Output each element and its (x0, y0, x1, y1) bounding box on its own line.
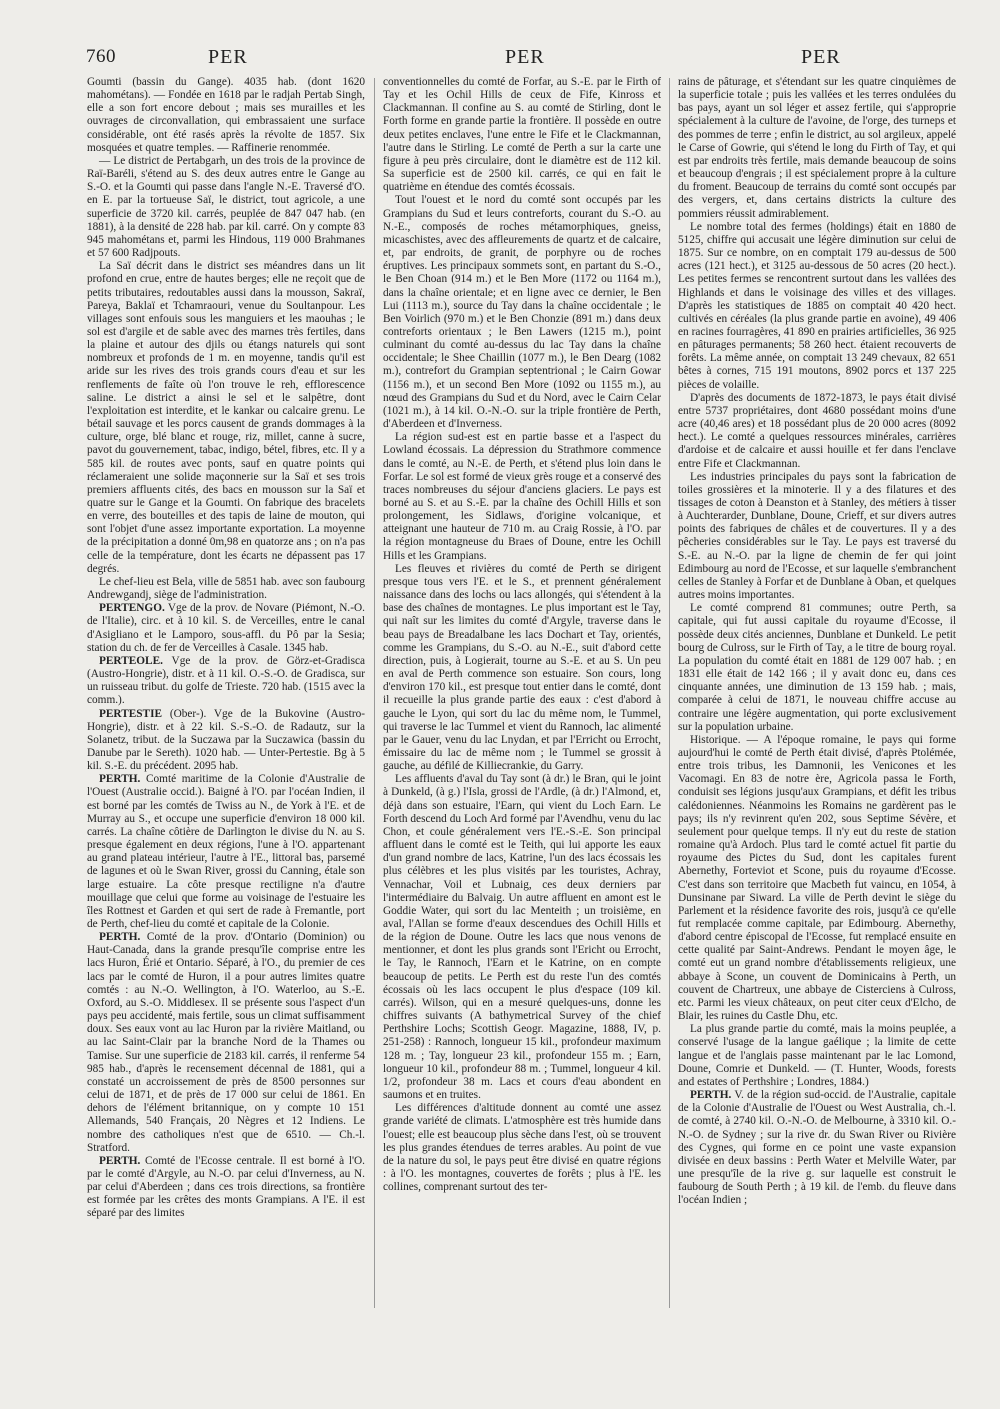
entry-headword: PERTENGO. (99, 602, 165, 615)
running-head-center: PER (505, 46, 545, 68)
paragraph-text: La plus grande partie du comté, mais la moins peuplée, a conservé l'usage de la langue gaélique ; la limite de cette langue et de l'anglais passe maintenant par le lac Lomond, Doune, Comrie et Dunkeld. — (T. Hunter, Woods, forests and estates of Perthshire ; Londres, 1884.) (678, 1023, 956, 1088)
entry-paragraph (87, 602, 365, 655)
entry-headword: PERTH. (99, 773, 141, 786)
entry-headword: PERTEOLE. (99, 654, 163, 667)
body-paragraph (383, 563, 661, 774)
body-paragraph (383, 431, 661, 563)
paragraph-text: Vge de la prov. de Görz-et-Gradisca (Austro-Hongrie), distr. et à 11 kil. O.-S.-O. de Gradisca, sur un ruisseau tribut. du golfe de Trieste. 720 hab. (1515 avec la comm.). (87, 654, 365, 707)
entry-paragraph (87, 931, 365, 1155)
paragraph-text: rains de pâturage, et s'étendant sur les quatre cinquièmes de la superficie totale ; puis les vallées et les terres ondulées du bas pays, ayant un sol léger et assez fertile, qui s'approprie spécialement à la culture de l'avoine, de l'orge, des turneps et des pommes de terre ; enfin le district, au sol argileux, appelé le Carse of Gowrie, qui s'étend le long du Firth of Tay, et qui est par endroits très fertile, mais demande beaucoup de soins et beaucoup d'engrais ; il est spécialement propre à la culture du froment. Beaucoup de terrains du comté sont occupés par des vergers, et, dans certains districts la culture des pommiers réussit admirablement. (678, 76, 956, 220)
running-head-right: PER (801, 46, 841, 68)
entry-paragraph (87, 1155, 365, 1221)
paragraph-text: (Ober-). Vge de la Bukovine (Austro-Hongrie), distr. et à 22 kil. S.-S.-O. de Radautz, sur la Solanetz, tribut. de la Suczawa par la Suczawica (bassin du Danube par le Sereth). 1020 hab. — Unter-Pertestie. Bg à 5 kil. S.-E. du précédent. 2095 hab. (87, 707, 365, 773)
body-paragraph (678, 221, 956, 392)
text-column-left (87, 76, 365, 1221)
text-column-middle (383, 76, 661, 1194)
body-paragraph (87, 155, 365, 260)
paragraph-text: D'après des documents de 1872-1873, le pays était divisé entre 5737 propriétaires, dont 4680 possédant moins d'une acre (40,46 ares) et 18 possédant plus de 20 000 acres (8092 hect.). Le comté a quelques ressources minérales, carrières d'ardoise et de calcaire et aussi houille et fer dans l'enclave entre Fife et Clackmannan. (678, 391, 956, 470)
entry-paragraph (87, 773, 365, 931)
paragraph-text: La région sud-est est en partie basse et a l'aspect du Lowland écossais. La dépression du Strathmore commence dans le comté, au N.-E. de Perth, et s'étend plus loin dans le Forfar. Le sol est formé de vieux grès rouge et a conservé des traces nombreuses du séjour d'anciens glaciers. Le pays est borné au S. et au S.-E. par la chaîne des Ochill Hills et son prolongement, les Sidlaws, d'origine volcanique, et atteignant une hauteur de 710 m. au Craig Rossie, à l'O. par la région montagneuse du Braes of Doune, entre les Ochill Hills et les Grampians. (383, 431, 661, 562)
paragraph-text: Les affluents d'aval du Tay sont (à dr.) le Bran, qui le joint à Dunkeld, (à g.) l'Isla, grossi de l'Ardle, (à dr.) l'Almond, et, déjà dans son estuaire, l'Earn, qui vient du Loch Earn. Le Forth descend du Loch Ard formé par l'Avendhu, venu du lac Chon, et coule généralement vers l'E.-S.-E. Son principal affluent dans le comté est le Teith, qui lui apporte les eaux d'un grand nombre de lacs, Katrine, l'un des lacs écossais les plus célèbres et les plus visités par les touristes, Achray, Vennachar, Voil et Lubnaig, ces deux derniers par l'intermédiaire du Balvaig. Un autre affluent en amont est le Goddie Water, qui sort du lac Menteith ; un troisième, en aval, l'Allan se forme d'eaux descendues des Ochill Hills et de la région de Doune. Outre les lacs que nous venons de mentionner, et dont les plus grands sont l'Ericht ou Errocht, le Tay, le Rannoch, l'Earn et le Katrine, on en compte beaucoup de petits. Le Perth est du reste l'un des comtés écossais où les lacs occupent le plus d'espace (109 kil. carrés). Wilson, qui en a mesuré quelques-uns, donne les chiffres suivants (A bathymetrical Survey of the chief Perthshire Lochs; Scottish Geogr. Magazine, 1888, IV, p. 251-258) : Rannoch, longueur 15 kil., profondeur maximum 128 m. ; Tay, longueur 23 kil., profondeur 155 m. ; Earn, longueur 10 kil., profondeur 88 m. ; Tummel, longueur 4 kil. 1/2, profondeur 38 m. Lacs et cours d'eau abondent en saumons et en truites. (383, 773, 661, 1102)
paragraph-text: Le chef-lieu est Bela, ville de 5851 hab. avec son faubourg Andrewgandj, siège de l'administration. (87, 575, 365, 602)
body-paragraph (87, 260, 365, 576)
paragraph-text: Vge de la prov. de Novare (Piémont, N.-O. de l'Italie), circ. et à 10 kil. S. de Verceilles, entre le canal d'Asigliano et le Lamporo, sous-affl. du Pô par la Sesia; station du ch. de fer de Verceilles à Casale. 1345 hab. (87, 602, 365, 654)
body-paragraph (87, 576, 365, 602)
paragraph-text: Les différences d'altitude donnent au comté une assez grande variété de climats. L'atmosphère est très humide dans l'ouest; elle est beaucoup plus sèche dans l'est, où se trouvent les plus grandes étendues de terres arables. Au point de vue de la nature du sol, le pays peut être divisé en quatre régions : à l'O. les montagnes, couvertes de forêts ; plus à l'E. les collines, comprenant surtout des ter- (383, 1102, 661, 1194)
paragraph-text: Les fleuves et rivières du comté de Perth se dirigent presque tous vers l'E. et le S., et prennent généralement naissance dans des lochs ou lacs allongés, qui s'étendent à la base des chaînes de montagnes. Le plus important est le Tay, qui naît sur les limites du comté d'Argyle, traverse dans le beau pays de Breadalbane les lacs Dochart et Tay, orientés, comme les Grampians, du S.-O. au N.-E., suit d'abord cette direction, puis, à Logierait, tourne au S.-E. et au S. Un peu en aval de Perth commence son estuaire. Son cours, long d'environ 170 kil., est presque tout entier dans le comté, dont il recueille la plus grande partie des eaux : c'est d'abord à gauche le Lyon, qui sort du lac du même nom, le Tummel, qui traverse le lac Tummel et vient du Rannoch, lac alimenté par le Gauer, venu du lac Lnydan, et par l'Erricht ou Errocht, émissaire du lac de même nom ; le Tummel se grossit à gauche, au défilé de Killiecrankie, du Garry. (383, 562, 661, 773)
paragraph-text: Le nombre total des fermes (holdings) était en 1880 de 5125, chiffre qui accusait une légère diminution sur celui de 1875. Sur ce nombre, on en comptait 179 au-dessus de 500 acres (121 hect.), et 3125 au-dessous de 50 acres (20 hect.). Les petites fermes se rencontrent surtout dans les vallées des Highlands et dans le voisinage des villes et des villages. D'après les statistiques de 1885 on comptait 40 420 hect. cultivés en céréales (la plus grande partie en avoine), 49 406 en racines fourragères, 41 890 en prairies artificielles, 36 925 en pâturages permanents; 58 260 hect. étaient recouverts de forêts. La même année, on comptait 13 249 chevaux, 82 651 bêtes à cornes, 715 191 moutons, 8902 porcs et 137 225 pièces de volaille. (678, 220, 956, 391)
paragraph-text: Goumti (bassin du Gange). 4035 hab. (dont 1620 mahométans). — Fondée en 1618 par le radjah Pertab Singh, elle a son fort encore debout ; mais ses murailles et les ouvrages de circonvallation, qui embrassaient une surface considérable, ont été rasés après la révolte de 1857. Six mosquées et quatre temples. — Raffinerie renommée. (87, 76, 365, 154)
paragraph-text: V. de la région sud-occid. de l'Australie, capitale de la Colonie d'Australie de l'Ouest ou West Australia, ch.-l. de comté, à 2740 kil. O.-N.-O. de Melbourne, à 3310 kil. O.-N.-O. de Sydney ; sur la rive dr. du Swan River ou Rivière des Cygnes, qui forme en ce point une vaste expansion divisée en deux bassins : Perth Water et Melville Water, par une presqu'île de la rive g. sur laquelle est construit le faubourg de South Perth ; à 19 kil. de l'emb. du fleuve dans l'océan Indien ; (678, 1089, 956, 1207)
body-paragraph (678, 76, 956, 221)
body-paragraph (678, 734, 956, 1023)
paragraph-text: Comté de la prov. d'Ontario (Dominion) ou Haut-Canada, dans la grande presqu'île comprise entre les lacs Huron, Érié et Ontario. Séparé, à l'O., du premier de ces lacs par le comté de Huron, il a pour autres limites quatre comtés : au N.-O. Wellington, à l'O. Waterloo, au S.-E. Oxford, au S.-O. Middlesex. Il se présente sous l'aspect d'un pays peu accidenté, mais fertile, sous un climat suffisamment doux. Ses eaux vont au lac Huron par la rivière Maitland, ou au lac Saint-Clair par la branche Nord de la Thames ou Tamise. Sur une superficie de 2183 kil. carrés, il renferme 54 985 hab., d'après le recensement décennal de 1881, qui a constaté un accroissement de près de 8500 personnes sur celui de 1871, et de près de 17 000 sur celui de 1861. En dehors de l'élément britannique, on y compte 10 151 Allemands, 540 Français, 20 Nègres et 12 Indiens. Le nombre des catholiques n'est que de 6510. — Ch.-l. Stratford. (87, 931, 365, 1154)
paragraph-text: Comté maritime de la Colonie d'Australie de l'Ouest (Australie occid.). Baigné à l'O. par l'océan Indien, il est borné par les comtés de Twiss au N., de York à l'E. et de Murray au S., et occupe une superficie d'environ 18 000 kil. carrés. La chaîne côtière de Darlington le divise du N. au S. presque également en deux régions, l'une à l'O. appartenant au grand plateau intérieur, l'autre à l'E., littoral bas, parsemé de lagunes et où le Swan River, grossi du Canning, étale son large estuaire. La côte presque rectiligne n'a d'autre mouillage que celui que forme au voisinage de l'estuaire les îles Rottnest et Garden et qui sert de rade à Fremantle, port de Perth, chef-lieu du comté et capitale de la Colonie. (87, 773, 365, 930)
body-paragraph (678, 1023, 956, 1089)
page-number: 760 (86, 46, 116, 67)
body-paragraph (678, 392, 956, 471)
running-head-left: PER (208, 46, 248, 68)
page-header (86, 46, 946, 76)
paragraph-text: Historique. — A l'époque romaine, le pays qui forme aujourd'hui le comté de Perth était divisé, d'après Ptolémée, entre trois tribus, les Damnonii, les Venicones et les Vacomagi. En 83 de notre ère, Agricola passa le Forth, conduisit ses légions jusqu'aux Grampians, et défit les tribus calédoniennes. Néanmoins les Romains ne gardèrent pas le pays; ils n'y revinrent qu'en 202, sous Septime Sévère, et seulement pour quelque temps. Il n'y eut du reste de station romaine qu'à Ardoch. Plus tard le comté actuel fit partie du royaume des Pictes du Sud, dont les capitales furent Abernethy, Forteviot et Scone, puis du royaume d'Ecosse. C'est dans son territoire que Macbeth fut vaincu, en 1054, à Dunsinane par Siward. La ville de Perth devint le siège du Parlement et la résidence favorite des rois, jusqu'à ce qu'elle fut remplacée comme capitale, par Edimbourg. Abernethy, d'abord centre épiscopal de l'Ecosse, fut remplacé ensuite en cette qualité par Saint-Andrews. Pendant le moyen âge, le comté eut un grand nombre d'établissements religieux, une abbaye à Scone, un couvent de Dominicains à Perth, un couvent de Chartreux, une abbaye de Cisterciens à Culross, etc. Parmi les vieux châteaux, on peut citer ceux d'Elcho, de Blair, les ruines du Castle Dhu, etc. (678, 733, 956, 1023)
entry-headword: PERTH. (99, 1154, 141, 1167)
body-paragraph (678, 471, 956, 603)
body-paragraph (383, 194, 661, 431)
entry-paragraph (87, 708, 365, 774)
paragraph-text: La Saï décrit dans le district ses méandres dans un lit profond en crue, entre de hautes berges; elle ne reçoit que de petits tributaires, redoutables aussi dans la mousson, Sakraï, Pareya, Baklaï et Tchamraouri, venue du Soultanpour. Les villages sont enfouis sous les manguiers et les maouhas ; le sol est d'argile et de sable avec des marnes très fertiles, dans la plaine et autour des djils ou étangs naturels qui sont nombreux et profonds de 1 m. en moyenne, tandis qu'il est aride sur les rives des trois grands cours d'eau et sur les renflements de faîte où l'on trouve le reh, efflorescence saline. Le district a ainsi le sel et le salpêtre, dont l'exploitation est interdite, et le kankar ou calcaire grenu. Le bétail sauvage et les porcs causent de grands dommages à la culture, orge, blé blanc et rouge, riz, millet, canne à sucre, pavot du gouvernement, tabac, indigo, bétel, fibres, etc. Il y a 585 kil. de routes avec ponts, sauf en quatre points qui réclameraient une solide maçonnerie sur la Saï et ses trois premiers affluents cités, des bacs en mousson sur la Saï et quatre sur le Gange et la Goumti. On fabrique des bracelets en verre, des bouteilles et des tapis de laine de mouton, qui sont l'objet d'une assez importante exportation. La moyenne de la précipitation a donné 0m,98 en quatorze ans ; on n'a pas celle de la température, dont les écarts ne dépassent pas 17 degrés. (87, 260, 365, 575)
paragraph-text: Tout l'ouest et le nord du comté sont occupés par les Grampians du Sud et leurs contreforts, courant du S.-O. au N.-E., composés de roches métamorphiques, gneiss, micaschistes, avec des affleurements de quartz et de calcaire, et, par endroits, de granit, de porphyre ou de roches éruptives. Les principaux sommets sont, en partant du S.-O., le Ben Choan (914 m.) et le Ben More (1172 ou 1164 m.), dans la chaîne orientale; et en ligne avec ce dernier, le Ben Lui (1113 m.), source du Tay dans la chaîne occidentale ; le Ben Voirlich (970 m.) et le Ben Chonzie (891 m.) dans deux contreforts orientaux ; le Ben Lawers (1215 m.), point culminant du comté au-dessus du lac Tay dans la chaîne occidentale; le Shee Chaillin (1077 m.), le Ben Dearg (1082 m.), contrefort du Grampian septentrional ; le Cairn Gowar (1156 m.), et un second Ben More (1092 ou 1155 m.), au nœud des Grampians du Sud et du Nord, avec le Cairn Celar (1021 m.), à 14 kil. O.-N.-O. sur la triple frontière de Perth, d'Aberdeen et d'Inverness. (383, 194, 661, 431)
paragraph-text: Comté de l'Ecosse centrale. Il est borné à l'O. par le comté d'Argyle, au N.-O. par celui d'Inverness, au N. par celui d'Aberdeen ; dans ces trois directions, sa frontière est formée par les crêtes des monts Grampians. A l'E. il est séparé par des limites (87, 1154, 365, 1220)
body-paragraph (678, 602, 956, 734)
body-paragraph (383, 773, 661, 1102)
body-paragraph (87, 76, 365, 155)
body-paragraph (383, 1102, 661, 1194)
paragraph-text: conventionnelles du comté de Forfar, au S.-E. par le Firth of Tay et les Ochil Hills de ceux de Fife, Kinross et Clackmannan. Il confine au S. au comté de Stirling, dont le Forth forme en grande partie la frontière. Il possède en outre deux petites enclaves, l'une entre le Fife et le Clackmannan, l'autre dans le Stirling. Le comté de Perth a sur la carte une figure à peu près circulaire, dont le diamètre est de 112 kil. Sa superficie est de 2500 kil. carrés, ce qui en fait le quatrième en étendue des comtés écossais. (383, 76, 661, 194)
entry-headword: PERTH. (690, 1089, 732, 1102)
paragraph-text: Les industries principales du pays sont la fabrication de toiles grossières et la minoterie. Il y a des filatures et des tissages de coton à Deanston et à Stanley, des métiers à tisser à Auchterarder, Dunblane, Doune, Crieff, et sur divers autres points des fabriques de châles et de couvertures. Il y a des pêcheries considérables sur le Tay. Le pays est traversé du S.-E. au N.-O. par la ligne de chemin de fer qui joint Edimbourg au nord de l'Ecosse, et sur laquelle s'embranchent celles de Stanley à Forfar et de Dunblane à Oban, et quelques autres moins importantes. (678, 470, 956, 602)
body-paragraph (383, 76, 661, 194)
entry-paragraph (87, 655, 365, 708)
text-column-right (678, 76, 956, 1207)
entry-headword: PERTH. (99, 931, 141, 944)
paragraph-text: — Le district de Pertabgarh, un des trois de la province de Raï-Baréli, s'étend au S. des deux autres entre le Gange au S.-O. et la Goumti qui passe dans l'angle N.-E. Traversé d'O. en E. par la tortueuse Saï, le district, tout agricole, a une superficie de 3720 kil. carrés, peuplée de 847 047 hab. (en 1881), à la densité de 228 hab. par kil. carré. On y compte 83 945 mahométans et, parmi les Hindous, 119 000 Brahmanes et 57 600 Radjpouts. (87, 154, 365, 260)
column-divider (374, 78, 375, 1308)
entry-headword: PERTESTIE (99, 707, 163, 720)
entry-paragraph (678, 1089, 956, 1207)
column-divider (669, 78, 670, 1308)
paragraph-text: Le comté comprend 81 communes; outre Perth, sa capitale, qui fut aussi capitale du royaume d'Ecosse, il possède deux cités anciennes, Dunblane et Dunkeld. Le petit bourg de Culross, sur le Firth of Tay, a le titre de bourg royal. La population du comté était en 1881 de 129 007 hab. ; en 1831 elle était de 142 166 ; il y avait donc eu, dans ces cinquante années, une diminution de 13 159 hab. ; mais, comparée à celui de 1871, le nouveau chiffre accuse au contraire une légère augmentation, qui porte exclusivement sur la population urbaine. (678, 602, 956, 733)
